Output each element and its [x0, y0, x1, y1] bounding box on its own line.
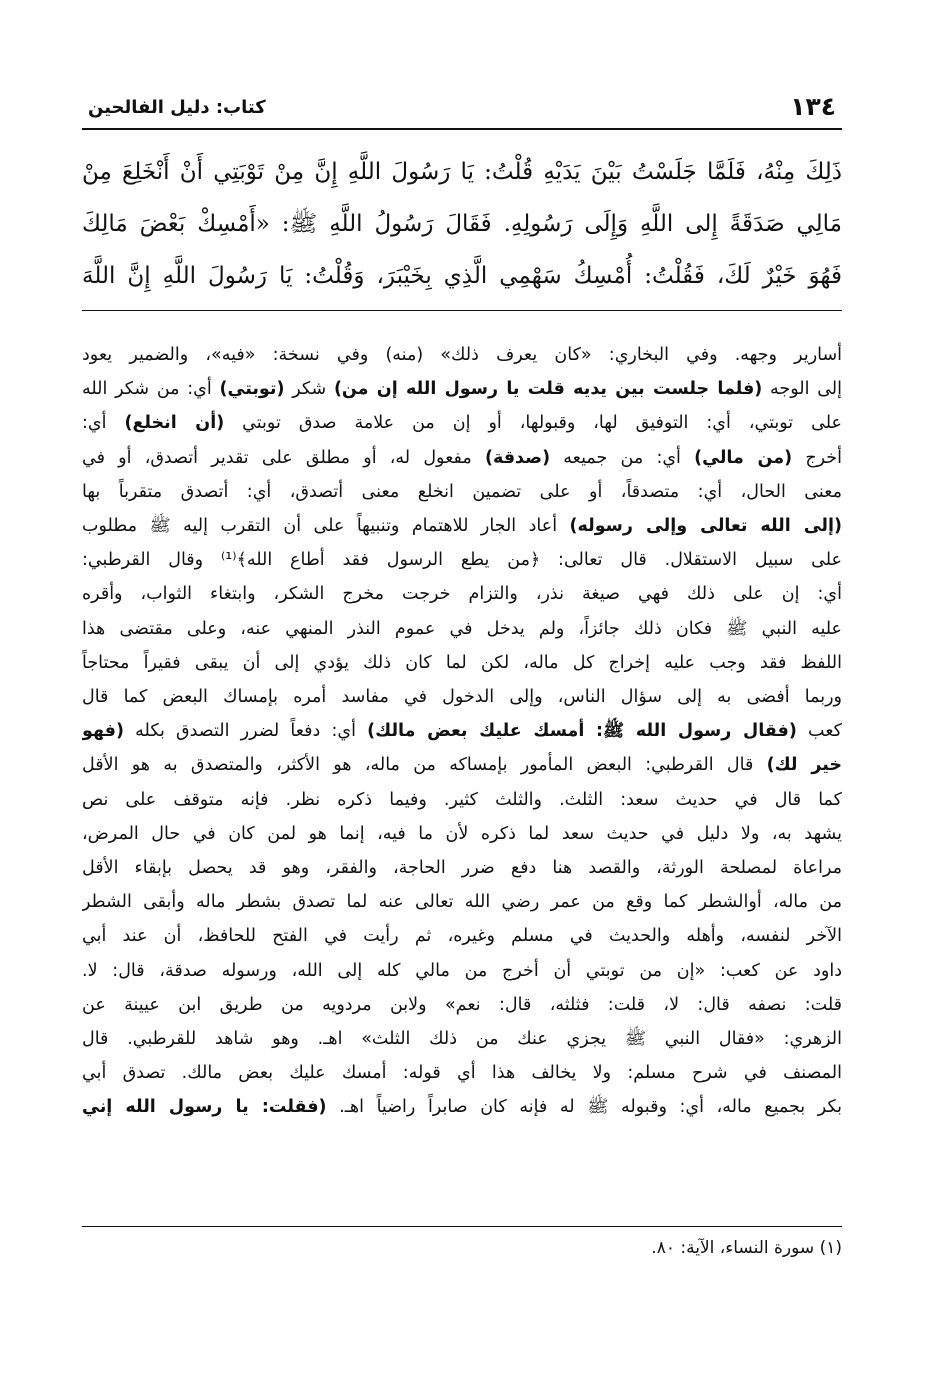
- commentary-segment: أي:: [82, 413, 125, 434]
- commentary-line: [82, 543, 842, 577]
- commentary-line: [82, 1022, 842, 1056]
- commentary-segment: الآخر لنفسه، وأهله والحديث في مسلم وغيره، ثم رأيت في الفتح للحافظ، أن عند أبي: [82, 926, 842, 947]
- header-divider: [82, 128, 842, 130]
- commentary-line: [82, 612, 842, 646]
- running-header: [82, 92, 842, 126]
- commentary-line: [82, 748, 842, 782]
- commentary-segment: بكر بجميع ماله، أي: وقبوله ﷺ له فإنه كان صابراً راضياً اهـ.: [326, 1097, 842, 1118]
- commentary-line: [82, 817, 842, 851]
- commentary-segment: إلى الوجه: [762, 379, 842, 400]
- quoted-phrase: (فلما جلست بين يديه قلت يا رسول الله إن من): [333, 379, 763, 400]
- commentary-segment: كما قال في حديث سعد: الثلث. والثلث كثير. وفيما ذكره نظر. فإنه متوقف على نص: [82, 789, 842, 810]
- commentary-segment: أي: من جميعه: [550, 447, 695, 468]
- commentary-segment: قلت: نصفه قال: لا، قلت: فثلثه، قال: نعم» ولابن مردويه من طريق ابن عيينة عن: [82, 994, 842, 1015]
- commentary-segment: على توبتي، أي: التوفيق لها، وقبولها، أو إن من علامة صدق توبتي: [224, 413, 842, 434]
- quoted-phrase: (إلى الله تعالى وإلى رسوله): [569, 516, 842, 537]
- commentary-segment: أي: من شكر الله: [82, 379, 220, 400]
- commentary-segment: على سبيل الاستقلال. قال تعالى: ﴿من يطع الرسول فقد أطاع الله﴾⁽¹⁾ وقال القرطبي:: [82, 550, 842, 571]
- commentary-segment: اللفظ فقد وجب عليه إخراج كل ماله، لكن لما كان ذلك يؤدي إلى أن يبقى فقيراً محتاجاً: [82, 652, 842, 673]
- commentary-line: [82, 680, 842, 714]
- quoted-phrase: (أن انخلع): [124, 413, 225, 434]
- commentary-line: [82, 714, 842, 748]
- commentary-segment: أسارير وجهه. وفي البخاري: «كان يعرف ذلك» (منه) وفي نسخة: «فيه»، والضمير يعود: [82, 345, 842, 365]
- quoted-phrase: (من مالي): [694, 447, 793, 468]
- commentary-line: [82, 783, 842, 817]
- quoted-phrase: خير لك): [766, 755, 842, 776]
- commentary-segment: مفعول له، أو مطلق على تقدير أتصدق، أو في: [82, 447, 485, 468]
- commentary-segment: داود عن كعب: «إن من توبتي أن أخرج من مالي كله إلى الله، ورسوله صدقة، قال: لا.: [82, 960, 842, 981]
- hadith-line: فَهُوَ خَيْرٌ لَكَ، فَقُلْتُ: أُمْسِكُ سَهْمِي الَّذِي بِخَيْبَرَ، وَقُلْتُ: يَا رَسُولَ اللَّهِ إِنَّ اللَّهَ: [82, 263, 842, 289]
- commentary-text: [82, 338, 842, 1125]
- footnote-divider: [82, 1226, 842, 1227]
- commentary-segment: أعاد الجار للاهتمام وتنبيهاً على أن التقرب إليه ﷺ مطلوب: [82, 516, 570, 537]
- commentary-segment: المصنف في شرح مسلم: ولا يخالف هذا أي قوله: أمسك عليك بعض مالك. تصدق أبي: [82, 1063, 842, 1084]
- commentary-line: [82, 372, 842, 406]
- hadith-line: مَالِي صَدَقَةً إِلى اللَّهِ وَإِلَى رَسُولِهِ. فَقَالَ رَسُولُ اللَّهِ ﷺ: «أَمْسِكْ بَعْضَ مَالِكَ: [82, 211, 842, 237]
- commentary-segment: كعب: [796, 721, 842, 742]
- commentary-segment: معنى الحال، أي: متصدقاً، أو على تضمين انخلع معنى أتصدق، أي: أتصدق متقرباً بها: [82, 481, 842, 502]
- commentary-segment: الزهري: «فقال النبي ﷺ يجزي عنك من ذلك الثلث» اهـ. وهو شاهد للقرطبي. قال: [82, 1029, 842, 1050]
- commentary-segment: من ماله، أوالشطر كما وقع من عمر رضي الله تعالى عنه لما تصدق بشطر ماله وأبقى الشطر: [82, 892, 842, 913]
- commentary-line: [82, 988, 842, 1022]
- commentary-line: [82, 885, 842, 919]
- commentary-segment: أخرج: [792, 447, 842, 468]
- commentary-line: [82, 509, 842, 543]
- commentary-segment: يشهد به، ولا دليل في حديث سعد لما ذكره لأن ما فيه، إنما هو لمن كان في حال المرض،: [82, 823, 842, 844]
- commentary-segment: شكر: [284, 379, 334, 400]
- commentary-segment: أي: دفعاً لضرر التصدق بكله: [123, 721, 368, 742]
- commentary-line: [82, 919, 842, 953]
- commentary-line: [82, 338, 842, 372]
- book-page: [82, 78, 842, 1308]
- commentary-line: [82, 577, 842, 611]
- page-number: ١٣٤: [790, 92, 836, 121]
- hadith-line: ذَلِكَ مِنْهُ، فَلَمَّا جَلَسْتُ بَيْنَ يَدَيْهِ قُلْتُ: يَا رَسُولَ اللَّهِ إِنَّ مِنْ تَوْبَتِي أَنْ أَنْخَلِعَ مِنْ: [82, 159, 842, 185]
- commentary-line: [82, 954, 842, 988]
- commentary-segment: وربما أفضى به إلى سؤال الناس، وإلى الدخول في مفاسد أمره بإمساك البعض كما قال: [82, 687, 842, 708]
- commentary-segment: أي: إن على ذلك فهي صيغة نذر، والتزام خرجت مخرج الشكر، وابتغاء الثواب، وأقره: [82, 584, 842, 605]
- quoted-phrase: (فقال رسول الله ﷺ: أمسك عليك بعض مالك): [367, 721, 797, 742]
- commentary-line: [82, 1090, 842, 1124]
- hadith-text: [82, 146, 842, 302]
- commentary-line: [82, 475, 842, 509]
- commentary-line: [82, 1056, 842, 1090]
- text-divider: [82, 310, 842, 311]
- commentary-line: [82, 646, 842, 680]
- commentary-line: [82, 406, 842, 440]
- quoted-phrase: (فهو: [82, 721, 124, 742]
- quoted-phrase: (توبتي): [219, 379, 285, 400]
- commentary-segment: قال القرطبي: البعض المأمور بإمساكه من ماله، هو الأكثر، والمتصدق به هو الأقل: [82, 755, 767, 776]
- commentary-segment: عليه النبي ﷺ فكان ذلك جائزاً، ولم يدخل في عموم النذر المنهي عنه، وعلى مقتضى هذا: [82, 618, 842, 639]
- commentary-segment: مراعاة لمصلحة الورثة، والقصد هنا دفع ضرر الحاجة، والفقر، وهو قد يحصل بإبقاء الأقل: [82, 858, 842, 879]
- book-title: كتاب: دليل الفالحين: [88, 97, 266, 118]
- commentary-line: [82, 851, 842, 885]
- quoted-phrase: (صدقة): [484, 447, 551, 468]
- quoted-phrase: (فقلت: يا رسول الله إني: [82, 1097, 327, 1118]
- footnote: (١) سورة النساء، الآية: ٨٠.: [651, 1238, 842, 1258]
- commentary-line: [82, 441, 842, 475]
